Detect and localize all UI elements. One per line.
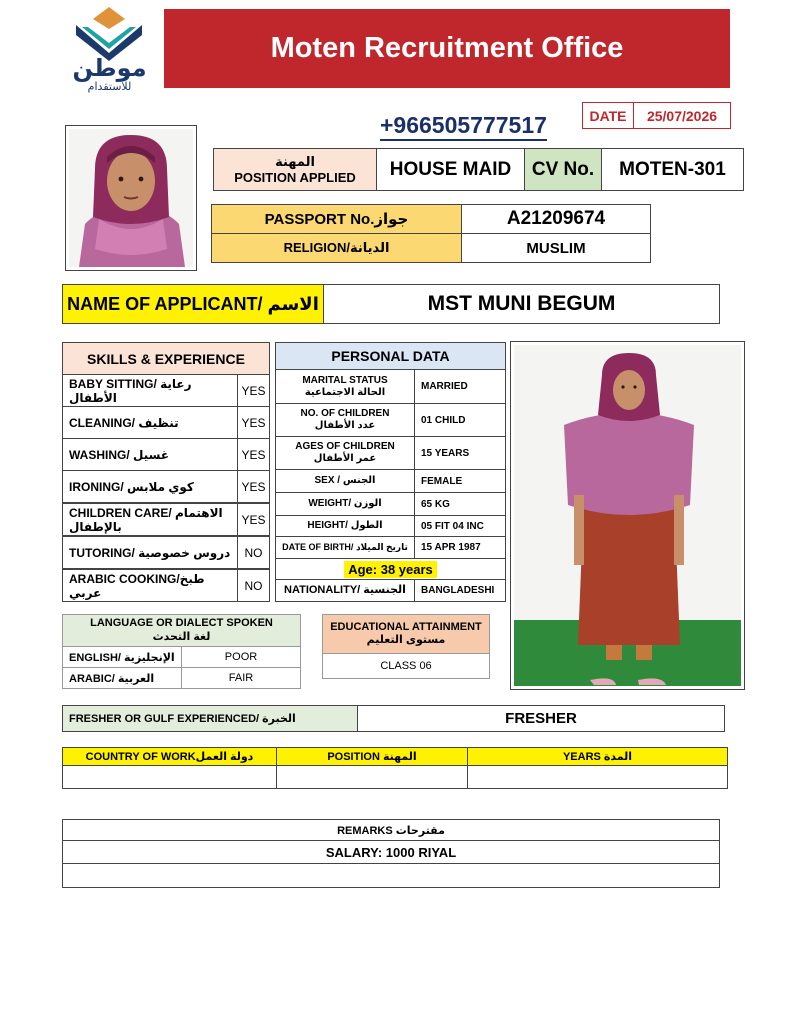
position-value: HOUSE MAID — [376, 148, 525, 191]
position-label — [213, 148, 377, 191]
work-position-cell — [276, 765, 468, 789]
skill-label: CHILDREN CARE/ الاهتمام بالإطفال — [62, 503, 238, 536]
skills-title: SKILLS & EXPERIENCE — [62, 342, 270, 375]
work-years-header: YEARS المدة — [467, 747, 728, 766]
personal-label-ar: الحالة الاجتماعية — [304, 386, 386, 398]
work-country-header: COUNTRY OF WORKدولة العمل — [62, 747, 277, 766]
nationality-value: BANGLADESHI — [414, 579, 506, 602]
applicant-photo-full — [510, 341, 745, 690]
language-title-ar: لغة التحدث — [152, 630, 211, 643]
skill-value: YES — [237, 503, 270, 536]
work-position-header: POSITION المهنة — [276, 747, 468, 766]
personal-value: FEMALE — [414, 469, 506, 493]
language-value: POOR — [181, 646, 301, 668]
skill-label: ARABIC COOKING/طبخ عربي — [62, 569, 238, 602]
experience-value: FRESHER — [357, 705, 725, 732]
education-title — [322, 614, 490, 654]
personal-value: 15 APR 1987 — [414, 536, 506, 559]
personal-data-title: PERSONAL DATA — [275, 342, 506, 370]
personal-label-ar: عدد الأطفال — [314, 420, 376, 431]
age-value: Age: 38 years — [344, 561, 437, 578]
personal-label-en: AGES OF CHILDREN — [295, 441, 395, 452]
personal-label-ar: عمر الأطفال — [313, 453, 377, 464]
phone-number[interactable]: +966505777517 — [380, 112, 547, 141]
language-title-en: LANGUAGE OR DIALECT SPOKEN — [90, 617, 273, 630]
skill-value: YES — [237, 406, 270, 439]
skill-label: BABY SITTING/ رعاية الأطفال — [62, 374, 238, 407]
experience-label: FRESHER OR GULF EXPERIENCED/ الخبرة — [62, 705, 358, 732]
skill-value: YES — [237, 438, 270, 471]
position-label-ar: المهنة — [275, 153, 315, 169]
personal-value: 01 CHILD — [414, 403, 506, 437]
logo-arabic-sub: للاستقدام — [87, 80, 132, 93]
personal-label-en: MARITAL STATUS — [302, 374, 388, 386]
personal-label: HEIGHT/ الطول — [275, 515, 415, 537]
position-label-en: POSITION APPLIED — [234, 169, 356, 185]
skill-value: NO — [237, 536, 270, 569]
passport-value: A21209674 — [461, 204, 651, 234]
skill-value: YES — [237, 374, 270, 407]
skill-label: IRONING/ كوي ملابس — [62, 470, 238, 503]
personal-value: 65 KG — [414, 492, 506, 516]
remarks-title: REMARKS مقترحات — [62, 819, 720, 841]
personal-label: SEX / الجنس — [275, 469, 415, 493]
applicant-name-value: MST MUNI BEGUM — [323, 284, 720, 324]
skill-value: YES — [237, 470, 270, 503]
personal-label: DATE OF BIRTH/ تاريخ الميلاد — [275, 536, 415, 559]
skill-label: TUTORING/ دروس خصوصية — [62, 536, 238, 569]
personal-label — [275, 403, 415, 437]
cv-value: MOTEN-301 — [601, 148, 744, 191]
passport-label: PASSPORT No.جواز — [211, 204, 462, 234]
skill-value: NO — [237, 569, 270, 602]
skill-label: WASHING/ غسيل — [62, 438, 238, 471]
education-value: CLASS 06 — [322, 653, 490, 679]
work-country-cell — [62, 765, 277, 789]
remarks-empty-row — [62, 863, 720, 888]
work-years-cell — [467, 765, 728, 789]
language-label: ENGLISH/ الإنجليزية — [62, 646, 182, 668]
applicant-name-label: NAME OF APPLICANT/ الاسم — [62, 284, 324, 324]
personal-value: 05 FIT 04 INC — [414, 515, 506, 537]
religion-value: MUSLIM — [461, 233, 651, 263]
personal-label-en: NO. OF CHILDREN — [300, 408, 390, 419]
education-title-ar: مستوى التعليم — [366, 634, 446, 646]
personal-label — [275, 369, 415, 404]
personal-value: 15 YEARS — [414, 436, 506, 470]
page-title: Moten Recruitment Office — [164, 9, 730, 88]
age-row — [275, 558, 506, 580]
personal-label: WEIGHT/ الوزن — [275, 492, 415, 516]
personal-label — [275, 436, 415, 470]
language-label: ARABIC/ العربية — [62, 667, 182, 689]
religion-label: RELIGION/الديانة — [211, 233, 462, 263]
cv-label: CV No. — [524, 148, 602, 191]
nationality-label: NATIONALITY/ الجنسية — [275, 579, 415, 602]
applicant-photo-small — [65, 125, 197, 271]
salary-remark: SALARY: 1000 RIYAL — [62, 840, 720, 864]
personal-value: MARRIED — [414, 369, 506, 404]
language-value: FAIR — [181, 667, 301, 689]
language-title — [62, 614, 301, 647]
date-value: 25/07/2026 — [633, 102, 731, 129]
education-title-en: EDUCATIONAL ATTAINMENT — [330, 620, 482, 633]
skill-label: CLEANING/ تنظيف — [62, 406, 238, 439]
logo-arabic-name: موطن — [72, 54, 147, 82]
date-label: DATE — [582, 102, 634, 129]
